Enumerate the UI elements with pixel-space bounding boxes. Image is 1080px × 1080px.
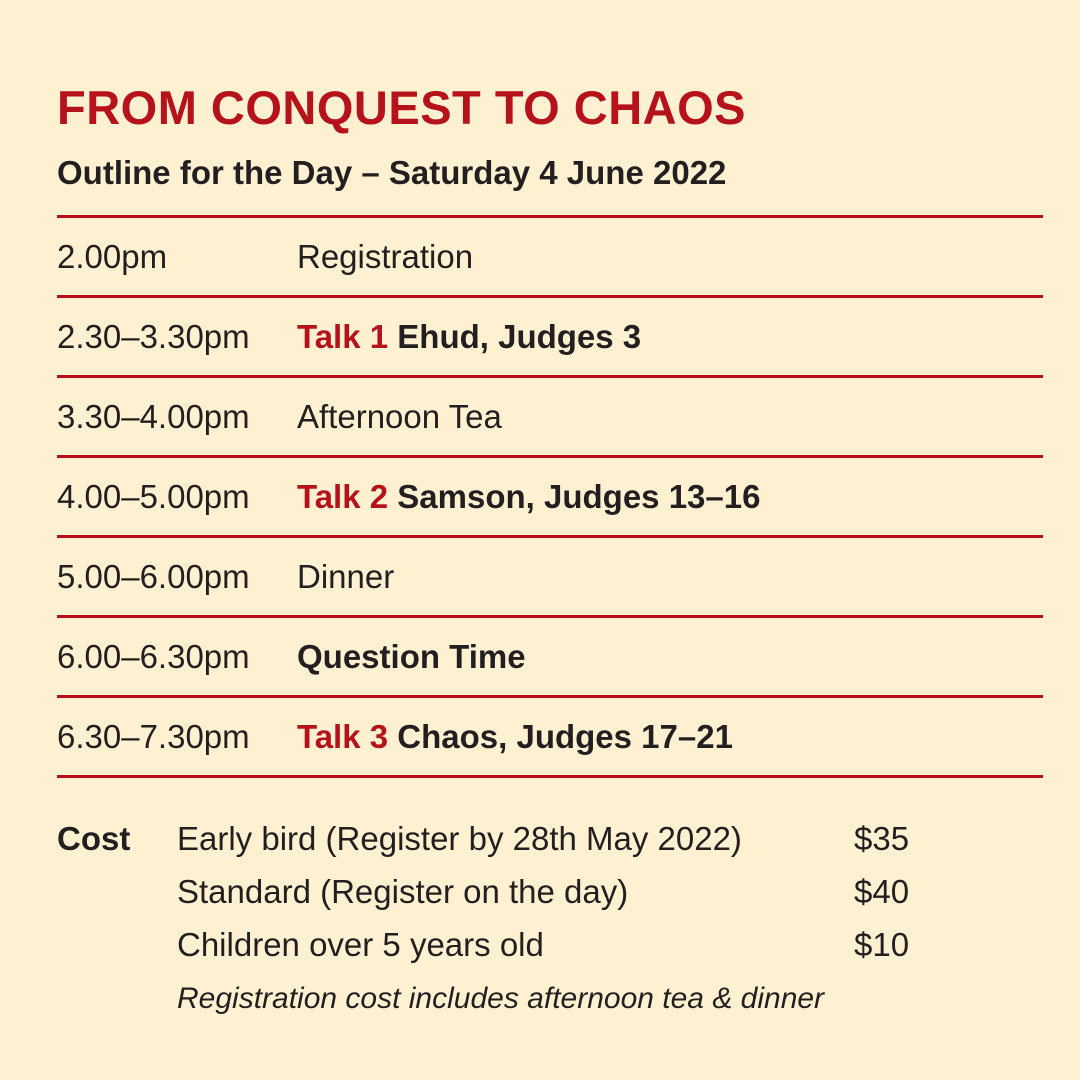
cost-item-price: $10 xyxy=(854,926,910,963)
cost-item-description: Children over 5 years old xyxy=(177,926,544,963)
talk-title: Ehud, Judges 3 xyxy=(397,317,642,355)
schedule-time: 5.00–6.00pm xyxy=(57,557,250,595)
talk-title: Samson, Judges 13–16 xyxy=(397,477,761,515)
schedule-time: 2.30–3.30pm xyxy=(57,317,250,355)
schedule-row xyxy=(57,618,1043,695)
divider xyxy=(57,775,1043,778)
schedule-event xyxy=(297,318,641,356)
cost-item-price: $35 xyxy=(854,820,910,857)
schedule-event: Registration xyxy=(297,237,474,275)
page-subtitle: Outline for the Day – Saturday 4 June 2022 xyxy=(57,154,727,191)
schedule-time: 6.30–7.30pm xyxy=(57,717,250,755)
page-title: FROM CONQUEST TO CHAOS xyxy=(57,81,747,134)
cost-label: Cost xyxy=(57,820,131,857)
schedule-event: Afternoon Tea xyxy=(297,397,502,435)
schedule-event: Question Time xyxy=(297,637,526,675)
schedule-row xyxy=(57,698,1043,775)
talk-label: Talk 3 xyxy=(297,717,389,755)
schedule-row xyxy=(57,298,1043,375)
schedule-row xyxy=(57,538,1043,615)
schedule-row xyxy=(57,218,1043,295)
talk-title: Chaos, Judges 17–21 xyxy=(397,717,733,755)
schedule-event: Dinner xyxy=(297,557,395,595)
schedule-time: 3.30–4.00pm xyxy=(57,397,250,435)
schedule-table xyxy=(57,215,1043,778)
cost-item-description: Early bird (Register by 28th May 2022) xyxy=(177,820,742,857)
cost-item-price: $40 xyxy=(854,873,910,910)
cost-note: Registration cost includes afternoon tea & dinner xyxy=(177,982,825,1015)
schedule-row xyxy=(57,458,1043,535)
schedule-event xyxy=(297,718,733,756)
schedule-time: 4.00–5.00pm xyxy=(57,477,250,515)
talk-label: Talk 1 xyxy=(297,317,389,355)
schedule-time: 6.00–6.30pm xyxy=(57,637,250,675)
talk-label: Talk 2 xyxy=(297,477,389,515)
schedule-time: 2.00pm xyxy=(57,237,168,275)
schedule-row xyxy=(57,378,1043,455)
schedule-event xyxy=(297,478,760,516)
cost-item-description: Standard (Register on the day) xyxy=(177,873,629,910)
